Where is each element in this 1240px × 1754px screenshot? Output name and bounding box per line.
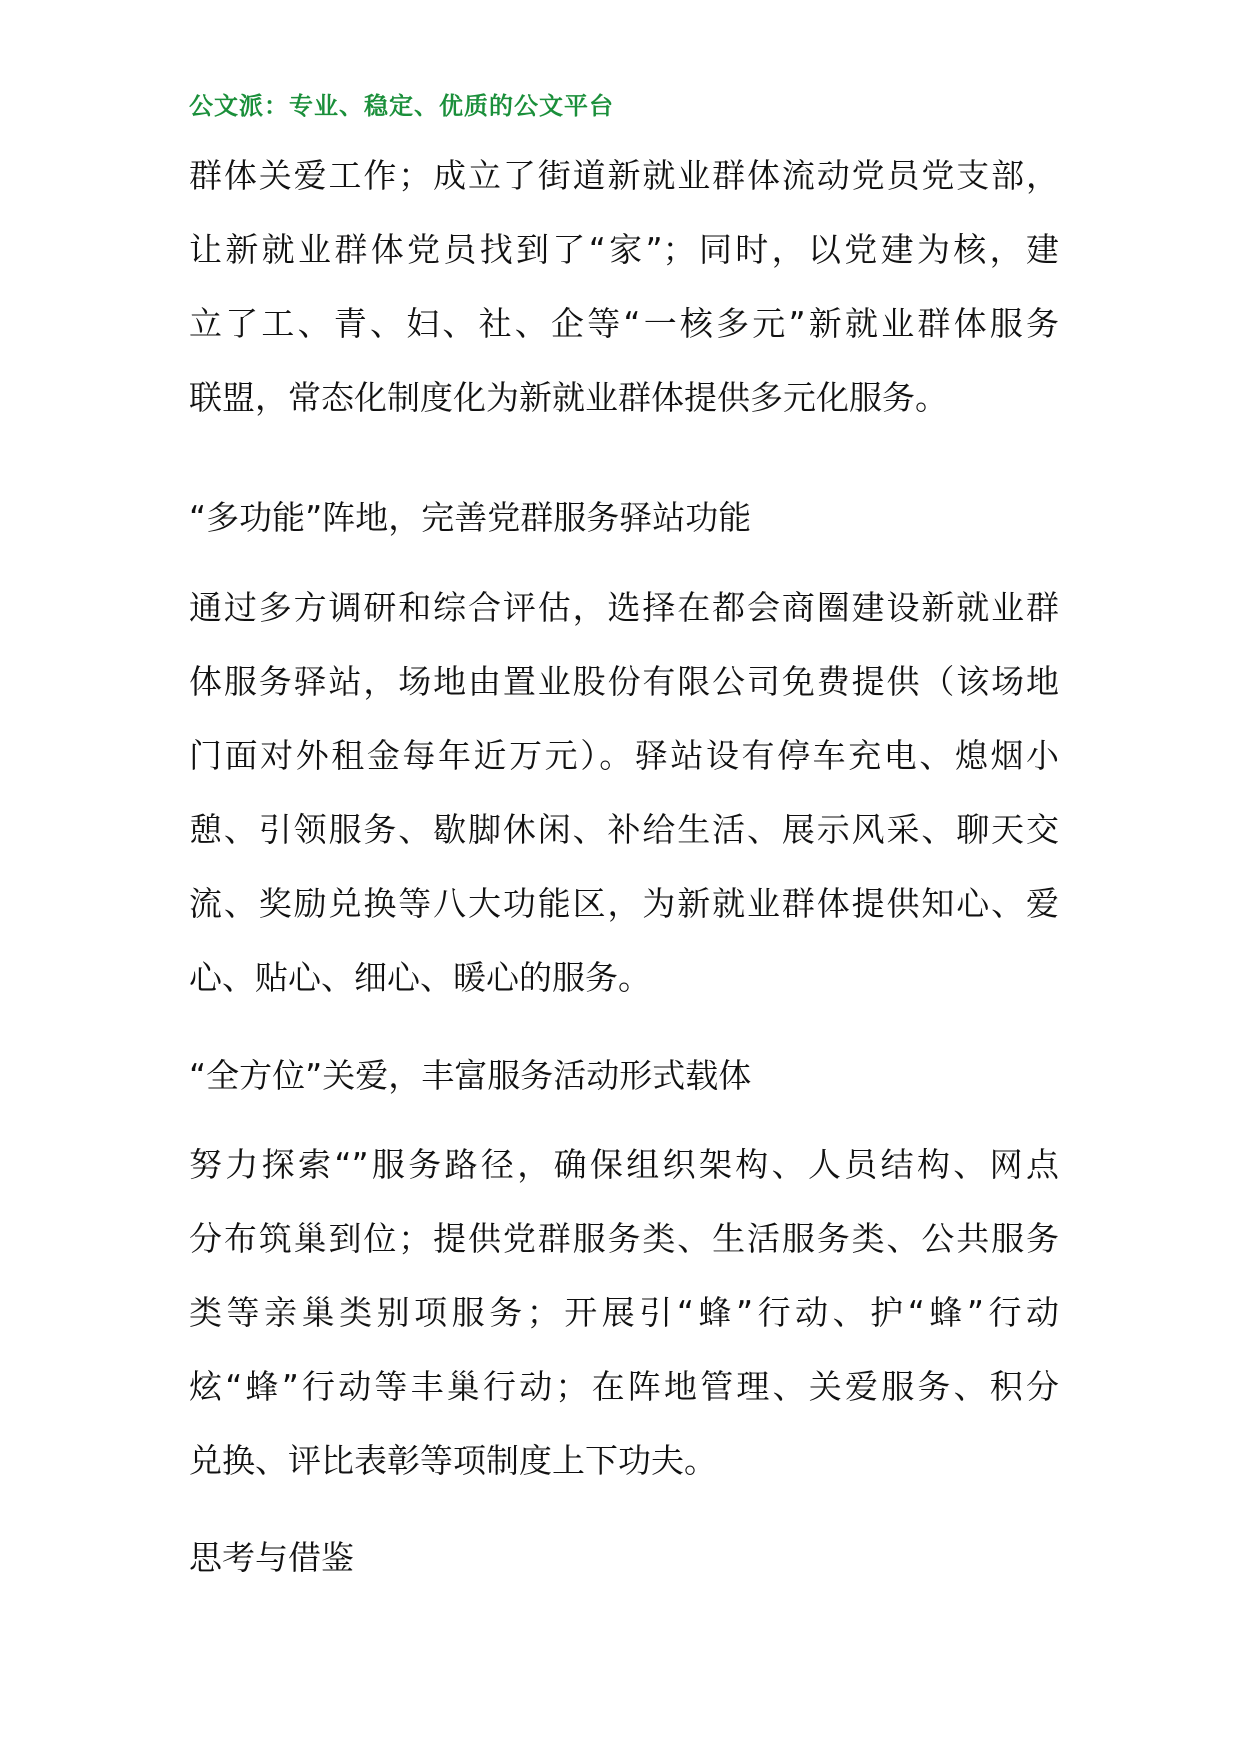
page-header: 公文派：专业、稳定、优质的公文平台 — [189, 92, 614, 120]
paragraph-line: 炫“蜂”行动等丰巢行动；在阵地管理、关爱服务、积分 — [189, 1367, 1059, 1406]
section-heading-multifunction: “多功能”阵地，完善党群服务驿站功能 — [189, 498, 752, 537]
paragraph-line: 分布筑巢到位；提供党群服务类、生活服务类、公共服务 — [189, 1219, 1059, 1258]
paragraph-line: 通过多方调研和综合评估，选择在都会商圈建设新就业群 — [189, 588, 1059, 627]
paragraph-1 — [189, 139, 1059, 435]
paragraph-line: 群体关爱工作；成立了街道新就业群体流动党员党支部， — [189, 156, 1059, 195]
paragraph-2 — [189, 571, 1059, 1015]
section-heading-reflection: 思考与借鉴 — [189, 1538, 354, 1577]
section-heading-all-round: “全方位”关爱，丰富服务活动形式载体 — [189, 1056, 752, 1095]
paragraph-line: 体服务驿站，场地由置业股份有限公司免费提供（该场地 — [189, 662, 1059, 701]
paragraph-line: 流、奖励兑换等八大功能区，为新就业群体提供知心、爱 — [189, 884, 1059, 923]
paragraph-line: 心、贴心、细心、暖心的服务。 — [189, 958, 651, 997]
paragraph-3 — [189, 1128, 1059, 1498]
paragraph-line: 类等亲巢类别项服务；开展引“蜂”行动、护“蜂”行动 — [189, 1293, 1059, 1332]
paragraph-line: 憩、引领服务、歇脚休闲、补给生活、展示风采、聊天交 — [189, 810, 1059, 849]
paragraph-line: 立了工、青、妇、社、企等“一核多元”新就业群体服务 — [189, 304, 1059, 343]
paragraph-line: 联盟，常态化制度化为新就业群体提供多元化服务。 — [189, 378, 948, 417]
paragraph-line: 努力探索“”服务路径，确保组织架构、人员结构、网点 — [189, 1145, 1059, 1184]
paragraph-line: 让新就业群体党员找到了“家”；同时，以党建为核，建 — [189, 230, 1059, 269]
paragraph-line: 门面对外租金每年近万元）。驿站设有停车充电、熄烟小 — [189, 736, 1059, 775]
paragraph-line: 兑换、评比表彰等项制度上下功夫。 — [189, 1441, 717, 1480]
